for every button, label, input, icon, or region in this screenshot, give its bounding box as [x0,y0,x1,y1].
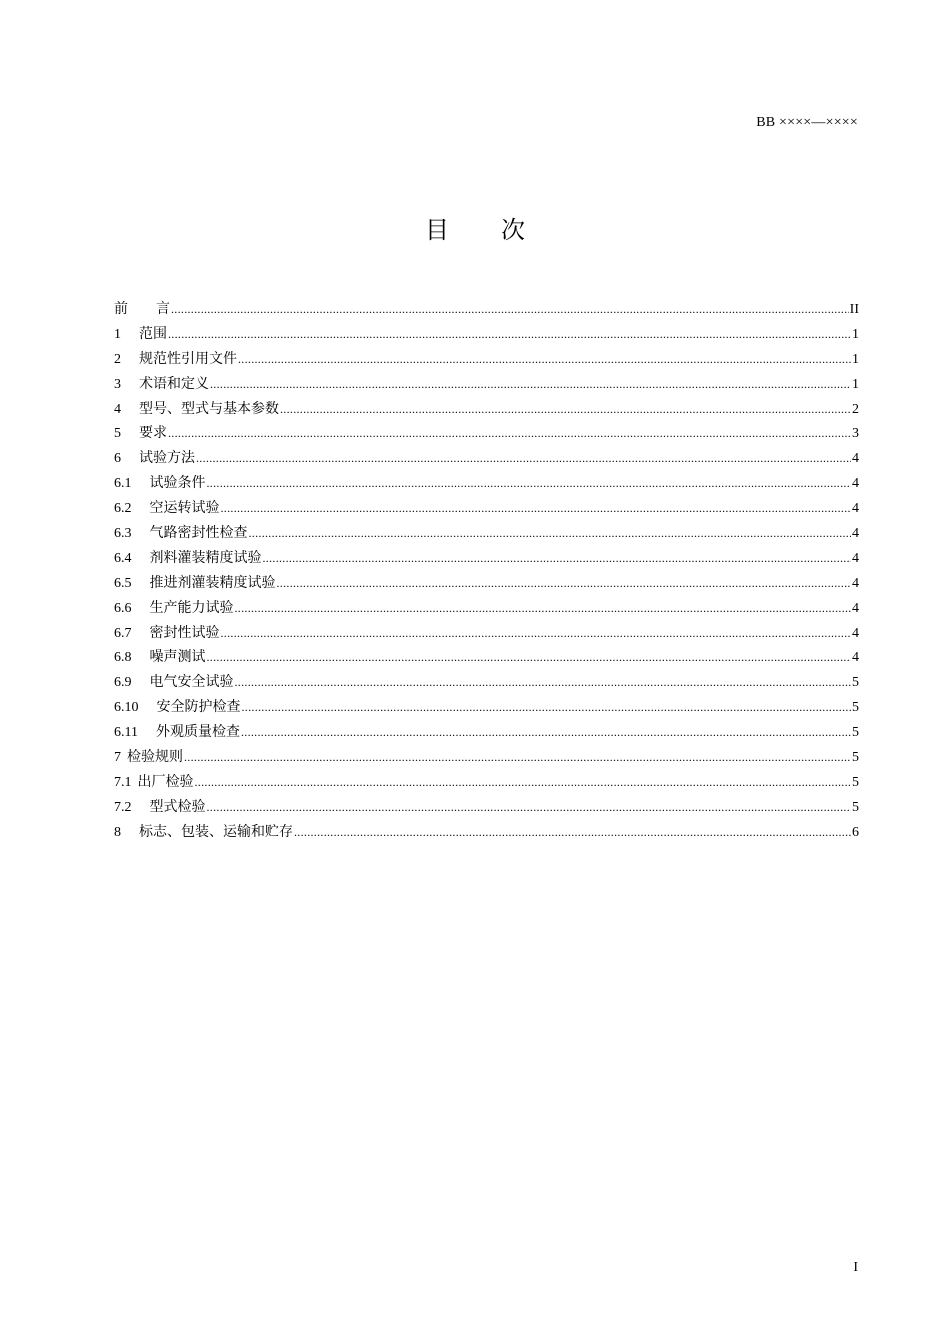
toc-entry[interactable] [114,670,859,695]
toc-entry-number: 7 [114,750,121,766]
toc-entry-title: 型式检验 [149,798,206,815]
toc-dot-leader [235,596,852,621]
toc-entry[interactable] [114,347,859,372]
toc-entry-title: 要求 [139,425,167,442]
toc-entry[interactable] [114,322,859,347]
toc-entry-number: 6.4 [114,550,132,566]
toc-entry-number: 6.8 [114,650,132,666]
toc-entry[interactable] [114,546,859,571]
toc-entry[interactable] [114,421,859,446]
toc-dot-leader [241,720,851,745]
toc-entry-title: 安全防护检查 [156,699,241,716]
toc-entry-page: 5 [852,750,859,766]
toc-entry-page: 5 [852,700,859,716]
toc-dot-leader [207,645,852,670]
toc-entry-number: 6.6 [114,600,132,616]
toc-entry-page: 5 [852,774,859,790]
toc-entry[interactable] [114,820,859,845]
toc-entry-title: 标志、包装、运输和贮存 [139,823,293,840]
toc-title-char-2: 次 [501,216,525,244]
toc-title [0,210,950,245]
toc-entry-title: 出厂检验 [137,773,194,790]
toc-entry[interactable] [114,471,859,496]
toc-dot-leader [277,571,852,596]
toc-entry-page: 4 [852,476,859,492]
toc-dot-leader [196,446,851,471]
toc-entry-page: 3 [852,426,859,442]
toc-dot-leader [207,795,852,820]
toc-entry-number: 8 [114,824,121,840]
toc-entry-number: 7.2 [114,799,132,815]
toc-dot-leader [168,421,851,446]
toc-dot-leader [184,745,851,770]
toc-entry-number: 6.3 [114,526,132,542]
toc-entry-page: 6 [852,824,859,840]
toc-entry[interactable] [114,521,859,546]
toc-entry-title: 型号、型式与基本参数 [139,400,279,417]
toc-entry-number: 6 [114,451,121,467]
toc-entry-page: 1 [852,376,859,392]
toc-entry[interactable] [114,372,859,397]
toc-entry-page: 4 [852,575,859,591]
toc-entry-page: 4 [852,526,859,542]
table-of-contents [114,297,859,845]
toc-entry[interactable] [114,645,859,670]
toc-entry-number: 6.10 [114,700,139,716]
toc-entry-title: 外观质量检查 [155,724,240,741]
toc-entry[interactable] [114,795,859,820]
toc-entry-number: 4 [114,401,121,417]
toc-dot-leader [238,347,851,372]
toc-entry[interactable] [114,720,859,745]
toc-entry-title: 前 言 [114,301,170,317]
toc-dot-leader [280,397,851,422]
toc-entry-page: 1 [852,351,859,367]
toc-entry-title: 噪声测试 [149,649,206,666]
toc-entry-title: 试验条件 [149,475,206,492]
toc-entry-title: 生产能力试验 [149,599,234,616]
toc-entry[interactable] [114,297,859,322]
toc-entry-page: 4 [852,501,859,517]
toc-entry-title: 气路密封性检查 [149,525,248,542]
toc-dot-leader [221,496,852,521]
toc-entry-page: 5 [852,799,859,815]
toc-title-char-1: 目 [425,216,449,244]
toc-entry-title: 术语和定义 [139,375,209,392]
toc-dot-leader [235,670,852,695]
toc-entry[interactable] [114,596,859,621]
toc-entry-number: 6.2 [114,501,132,517]
toc-entry-number: 1 [114,326,121,342]
toc-entry-number: 6.11 [114,725,138,741]
toc-entry-title: 密封性试验 [149,624,220,641]
toc-entry-number: 6.1 [114,476,132,492]
toc-entry[interactable] [114,770,859,795]
toc-entry-title: 检验规则 [127,749,183,766]
toc-entry-title: 规范性引用文件 [139,350,237,367]
toc-entry-number: 3 [114,376,121,392]
toc-entry-page: 4 [852,600,859,616]
toc-entry-title: 剂料灌装精度试验 [149,549,262,566]
toc-entry[interactable] [114,745,859,770]
toc-dot-leader [168,322,851,347]
toc-entry-number: 6.7 [114,625,132,641]
toc-entry-title: 空运转试验 [149,500,220,517]
toc-entry-title: 电气安全试验 [149,674,234,691]
toc-entry-page: 4 [852,451,859,467]
toc-entry-page: 4 [852,550,859,566]
toc-entry-page: 4 [852,625,859,641]
toc-entry[interactable] [114,695,859,720]
toc-dot-leader [195,770,852,795]
toc-dot-leader [294,820,851,845]
toc-entry[interactable] [114,446,859,471]
toc-dot-leader [171,297,849,322]
toc-dot-leader [207,471,852,496]
toc-entry-number: 2 [114,351,121,367]
toc-entry-page: II [849,302,859,317]
toc-entry-number: 5 [114,426,121,442]
toc-entry[interactable] [114,571,859,596]
toc-entry-page: 2 [852,401,859,417]
toc-entry-page: 5 [852,675,859,691]
toc-entry-title: 推进剂灌装精度试验 [149,574,276,591]
toc-dot-leader [221,621,852,646]
page-number: I [853,1260,858,1275]
toc-entry-number: 6.5 [114,575,132,591]
toc-entry-page: 1 [852,326,859,342]
toc-dot-leader [249,521,852,546]
toc-entry[interactable] [114,621,859,646]
toc-entry-number: 6.9 [114,675,132,691]
standard-code: BB ××××—×××× [756,115,858,130]
toc-dot-leader [242,695,852,720]
toc-entry-title: 试验方法 [139,450,195,467]
toc-entry[interactable] [114,496,859,521]
toc-entry-title: 范围 [139,325,167,342]
toc-entry-page: 4 [852,650,859,666]
toc-dot-leader [210,372,851,397]
toc-dot-leader [263,546,852,571]
toc-entry[interactable] [114,397,859,422]
toc-entry-page: 5 [852,725,859,741]
toc-entry-number: 7.1 [114,774,132,790]
